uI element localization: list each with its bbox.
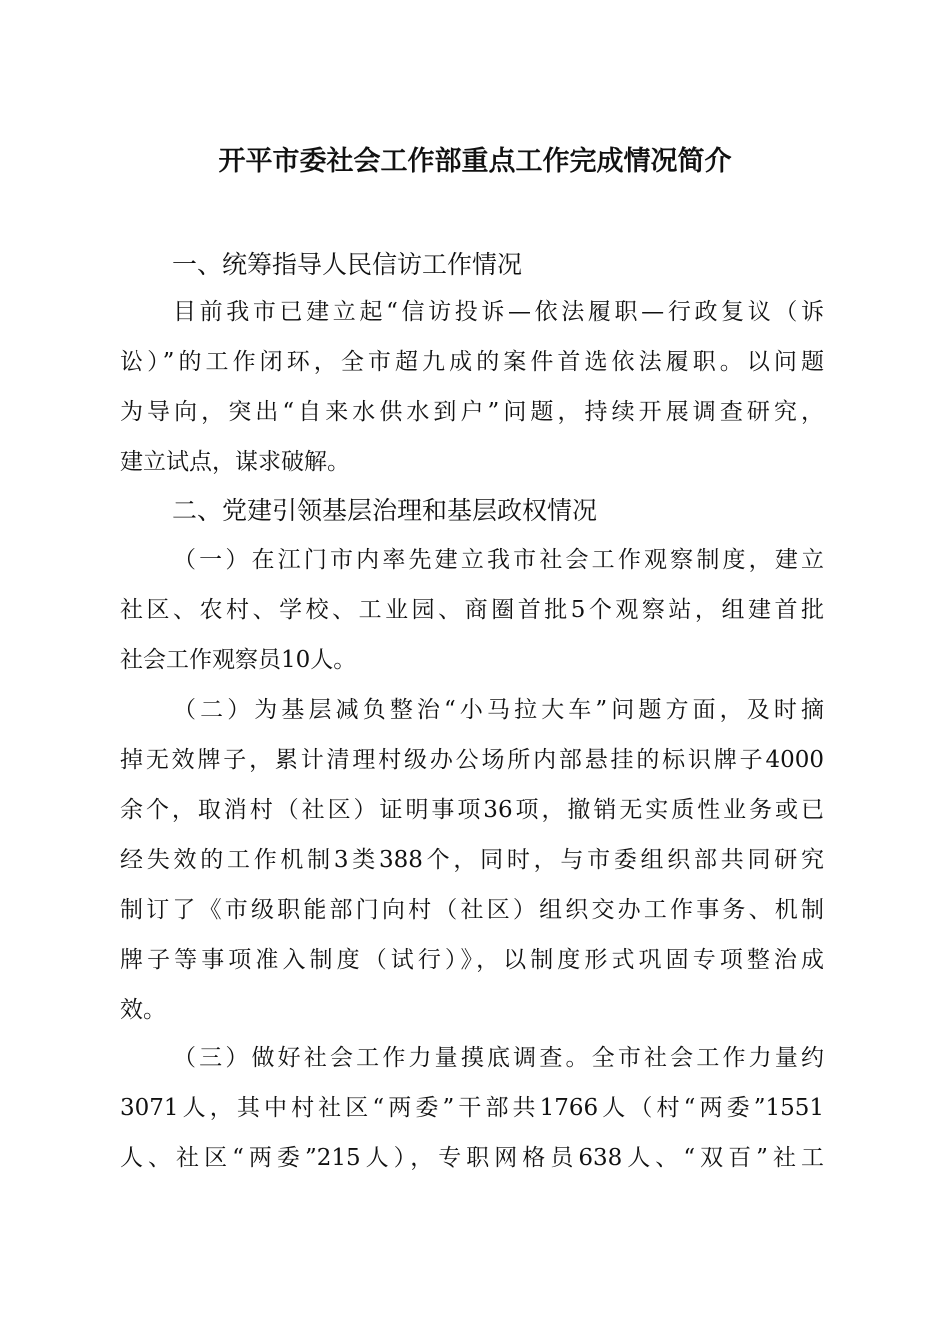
section2-item3-paragraph xyxy=(120,1033,824,1183)
section1-heading: 一、统筹指导人民信访工作情况 xyxy=(172,250,523,279)
section2-heading: 二、党建引领基层治理和基层政权情况 xyxy=(172,496,598,525)
paragraph-line: 牌子等事项准入制度（试行）》，以制度形式巩固专项整治成 xyxy=(120,947,824,973)
paragraph-line: 余个，取消村（社区）证明事项36项，撤销无实质性业务或已 xyxy=(120,797,824,823)
paragraph-line: 效。 xyxy=(120,997,166,1023)
paragraph-line: （一）在江门市内率先建立我市社会工作观察制度，建立 xyxy=(173,547,824,573)
paragraph-line: 目前我市已建立起“信访投诉—依法履职—行政复议（诉 xyxy=(173,299,824,325)
paragraph-line: 社会工作观察员10人。 xyxy=(120,647,357,673)
paragraph-line: （三）做好社会工作力量摸底调查。全市社会工作力量约 xyxy=(173,1045,824,1071)
paragraph-line: 经失效的工作机制3类388个，同时，与市委组织部共同研究 xyxy=(120,847,824,873)
section2-item1-paragraph xyxy=(120,535,824,685)
paragraph-line: 掉无效牌子，累计清理村级办公场所内部悬挂的标识牌子4000 xyxy=(120,747,824,773)
paragraph-line: 制订了《市级职能部门向村（社区）组织交办工作事务、机制 xyxy=(120,897,824,923)
paragraph-line: 社区、农村、学校、工业园、商圈首批5个观察站，组建首批 xyxy=(120,597,824,623)
paragraph-line: 建立试点，谋求破解。 xyxy=(120,449,350,475)
section2-item2-paragraph xyxy=(120,685,824,1035)
paragraph-line: （二）为基层减负整治“小马拉大车”问题方面，及时摘 xyxy=(173,697,824,723)
paragraph-line: 讼）”的工作闭环，全市超九成的案件首选依法履职。以问题 xyxy=(120,349,824,375)
section1-paragraph xyxy=(120,287,824,487)
document-title: 开平市委社会工作部重点工作完成情况简介 xyxy=(218,146,732,177)
paragraph-line: 人、社区“两委”215人），专职网格员638人、“双百”社工 xyxy=(120,1145,824,1171)
paragraph-line: 3071人，其中村社区“两委”干部共1766人（村“两委”1551 xyxy=(120,1095,824,1121)
paragraph-line: 为导向，突出“自来水供水到户”问题，持续开展调查研究， xyxy=(120,399,824,425)
